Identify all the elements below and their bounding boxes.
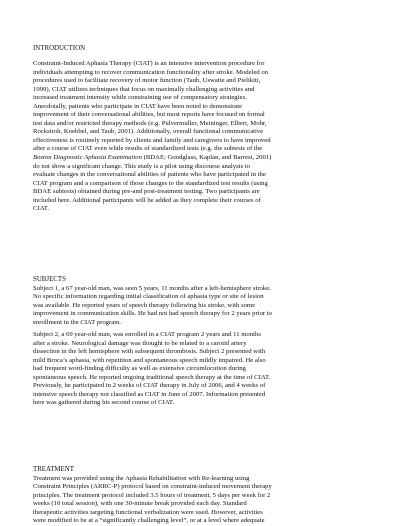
intro-line: 1999), CIAT utilizes techniques that focus on maximally challenging activities and: [33, 85, 255, 93]
introduction-paragraph: [33, 60, 378, 214]
subject-1-paragraph: [33, 285, 378, 328]
intro-line: CIAT.: [33, 205, 50, 213]
intro-line: BDAE subtests) obtained during pre-and post-treatment testing. Two participants are: [33, 188, 260, 196]
subject2-line: mild Broca’s aphasia, with repetition and spontaneous speech mildly impaired. He also: [33, 356, 266, 364]
intro-line: procedures used to facilitate recovery of motor function (Taub, Uswatte and Pielikiti,: [33, 77, 261, 85]
treatment-line: therapeutic activities targeting functional verbalization were used. However, activities: [33, 508, 263, 516]
intro-line-with-italic: [33, 154, 378, 163]
intro-line: included here. Additional participants will be added as they complete their courses of: [33, 196, 261, 204]
subject2-line: Previously, he participated in 2 weeks of CIAT therapy in July of 2006, and 4 weeks of: [33, 382, 266, 390]
intro-line: Anecdotally, patients who participate in CIAT have been noted to demonstrate: [33, 102, 243, 110]
treatment-line: weeks (10 total session), with one 30-minute break provided each day. Standard: [33, 500, 247, 508]
intro-line: increased treatment intensity while constraining use of compensatory strategies.: [33, 94, 247, 102]
intro-line: effectiveness is routinely reported by clients and family and caregivers to have improved: [33, 136, 271, 144]
intro-line: after a course of CIAT even while results of standardized tests (e.g. the subtests of the: [33, 145, 263, 153]
italic-test-title: Boston Diagnostic Aphasia Examination: [33, 154, 142, 162]
treatment-line: were modified to be at a “significantly challenging level”, or at a level where adequate: [33, 517, 265, 525]
introduction-heading: INTRODUCTION: [33, 45, 86, 52]
subject2-line: after a stroke. Neurological damage was thought to be related to a carotid artery: [33, 339, 247, 347]
subject1-line: improvement in communication skills. He had not had speech therapy for 2 years prior to: [33, 310, 273, 318]
treatment-line: Treatment was provided using the Aphasia Rehabilitation with Re-learning using: [33, 474, 250, 482]
subject2-line: intensive speech therapy not classified as CIAT in June of 2007. Information presented: [33, 390, 266, 398]
intro-line: do not show a significant change. This study is a pilot using discourse analysis to: [33, 162, 251, 170]
intro-line: test data and/or restricted therapy methods (e.g. Pulvermuller, Meininger, Elbert, Mohr,: [33, 119, 267, 127]
subject1-line: was available. He reported years of speech therapy following his stroke, with some: [33, 301, 256, 309]
subject2-line: had frequent word-finding difficulty as well as extensive circumlocution during: [33, 365, 246, 373]
subjects-heading: SUBJECTS: [33, 276, 66, 283]
treatment-line: Constraint Principles (ARRC-P) protocol based on constraint-induced movement therapy: [33, 483, 272, 491]
subject1-line: Subject 1, a 67 year-old man, was seen 5 years, 11 months after a left-hemisphere stroke.: [33, 284, 271, 292]
treatment-paragraph: [33, 475, 378, 526]
intro-line: CIAT program and a comparison of those changes to the standardized test results (using: [33, 179, 268, 187]
subject1-line: enrollment in the CIAT program.: [33, 318, 122, 326]
subject2-line: spontaneous speech. He reported ongoing traditional speech therapy at the time of CIAT.: [33, 373, 271, 381]
intro-line: Rockstroh, Koebbel, and Taub, 2001). Additionally, overall functional communicative: [33, 128, 264, 136]
intro-line-tail: (BDAE; Goodglass, Kaplan, and Barresi, 2001): [143, 154, 272, 162]
intro-line: evaluate changes in the conversational abilities of patients who have participated in the: [33, 171, 266, 179]
treatment-heading: TREATMENT: [33, 466, 74, 473]
intro-line: improvement of their conversational abilities, but most reports have focused on formal: [33, 111, 265, 119]
intro-line: Constraint-Induced Aphasia Therapy (CIAT) is an intensive intervention procedure for: [33, 60, 265, 67]
intro-line: individuals attempting to recover communication functionality after stroke. Modeled on: [33, 68, 269, 76]
subject1-line: No specific information regarding initial classification of aphasia type or site of lesion: [33, 293, 264, 301]
subject-2-paragraph: [33, 331, 378, 408]
subject2-line: Subject 2, a 69 year-old man, was enrolled in a CIAT program 2 years and 11 months: [33, 331, 261, 338]
subject2-line: dissection in the left hemisphere with subsequent thrombosis. Subject 2 presented with: [33, 348, 266, 356]
subject2-line: here was gathered during his second course of CIAT.: [33, 399, 175, 407]
treatment-line: principles. The treatment protocol included 3.5 hours of treatment, 5 days per week for 2: [33, 491, 271, 499]
